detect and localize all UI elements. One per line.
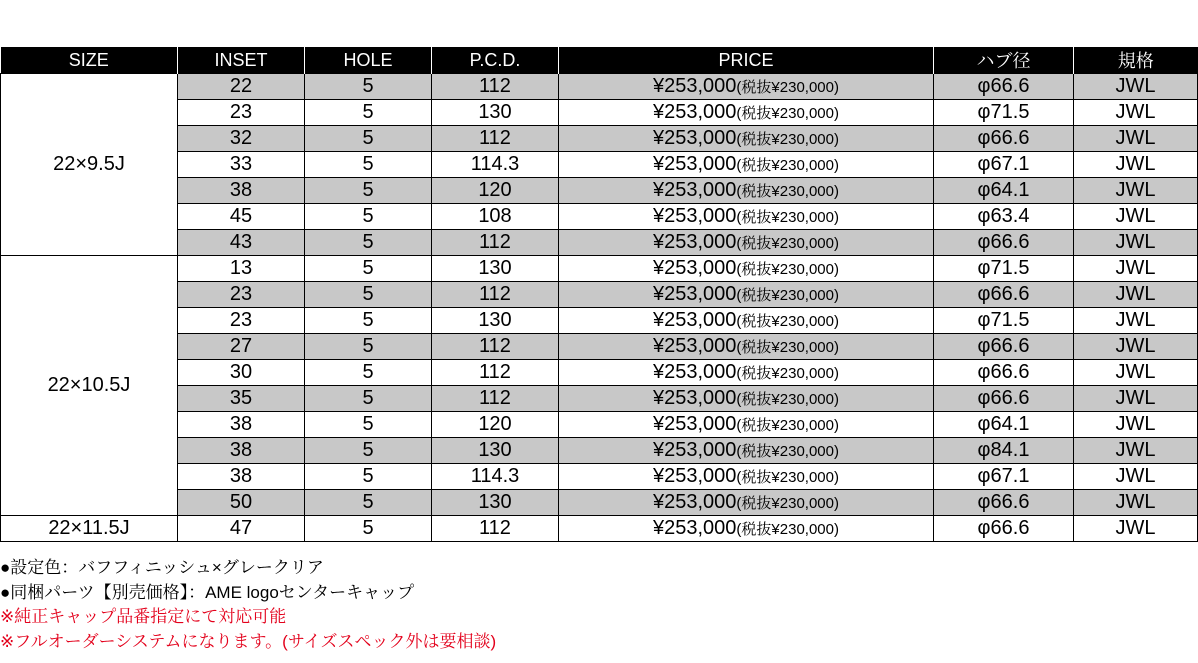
price-value: ¥253,000 <box>653 517 737 539</box>
inset-cell: 38 <box>178 438 305 464</box>
size-cell: 22×9.5J <box>1 74 178 256</box>
hub-cell: φ66.6 <box>934 282 1074 308</box>
price-cell <box>559 412 934 438</box>
standard-cell: JWL <box>1074 334 1198 360</box>
pcd-cell: 130 <box>432 308 559 334</box>
price-cell <box>559 282 934 308</box>
table-row <box>1 334 1198 360</box>
standard-cell: JWL <box>1074 126 1198 152</box>
price-cell <box>559 74 934 100</box>
inset-cell: 27 <box>178 334 305 360</box>
price-value: ¥253,000 <box>653 179 737 201</box>
price-tax-note: (税抜¥230,000) <box>736 131 839 148</box>
price-cell <box>559 464 934 490</box>
standard-cell: JWL <box>1074 490 1198 516</box>
pcd-cell: 130 <box>432 490 559 516</box>
inset-cell: 38 <box>178 412 305 438</box>
price-value: ¥253,000 <box>653 231 737 253</box>
table-row <box>1 308 1198 334</box>
price-value: ¥253,000 <box>653 361 737 383</box>
hole-cell: 5 <box>305 100 432 126</box>
standard-cell: JWL <box>1074 516 1198 542</box>
table-row <box>1 386 1198 412</box>
hole-cell: 5 <box>305 126 432 152</box>
price-tax-note: (税抜¥230,000) <box>736 469 839 486</box>
price-tax-note: (税抜¥230,000) <box>736 391 839 408</box>
pcd-cell: 112 <box>432 334 559 360</box>
price-tax-note: (税抜¥230,000) <box>736 417 839 434</box>
price-cell <box>559 360 934 386</box>
price-cell <box>559 256 934 282</box>
standard-cell: JWL <box>1074 438 1198 464</box>
standard-cell: JWL <box>1074 204 1198 230</box>
price-cell <box>559 204 934 230</box>
price-value: ¥253,000 <box>653 413 737 435</box>
pcd-cell: 114.3 <box>432 152 559 178</box>
price-tax-note: (税抜¥230,000) <box>736 365 839 382</box>
notes <box>0 556 496 654</box>
price-value: ¥253,000 <box>653 439 737 461</box>
note-full-order: ※フルオーダーシステムになります。(サイズスペック外は要相談) <box>0 631 497 651</box>
hub-cell: φ66.6 <box>934 516 1074 542</box>
inset-cell: 43 <box>178 230 305 256</box>
price-cell <box>559 438 934 464</box>
table-row <box>1 74 1198 100</box>
hub-cell: φ66.6 <box>934 74 1074 100</box>
standard-cell: JWL <box>1074 152 1198 178</box>
pcd-cell: 130 <box>432 100 559 126</box>
standard-cell: JWL <box>1074 360 1198 386</box>
price-cell <box>559 230 934 256</box>
size-cell: 22×11.5J <box>1 516 178 542</box>
pcd-cell: 112 <box>432 360 559 386</box>
header-inset: INSET <box>178 47 305 74</box>
hub-cell: φ71.5 <box>934 308 1074 334</box>
hole-cell: 5 <box>305 282 432 308</box>
price-value: ¥253,000 <box>653 465 737 487</box>
price-tax-note: (税抜¥230,000) <box>736 339 839 356</box>
pcd-cell: 112 <box>432 282 559 308</box>
standard-cell: JWL <box>1074 230 1198 256</box>
pcd-cell: 114.3 <box>432 464 559 490</box>
hub-cell: φ64.1 <box>934 178 1074 204</box>
hub-cell: φ66.6 <box>934 126 1074 152</box>
price-cell <box>559 386 934 412</box>
inset-cell: 23 <box>178 282 305 308</box>
price-tax-note: (税抜¥230,000) <box>736 495 839 512</box>
standard-cell: JWL <box>1074 74 1198 100</box>
table-row <box>1 282 1198 308</box>
hub-cell: φ66.6 <box>934 490 1074 516</box>
hole-cell: 5 <box>305 412 432 438</box>
hole-cell: 5 <box>305 204 432 230</box>
pcd-cell: 112 <box>432 74 559 100</box>
standard-cell: JWL <box>1074 308 1198 334</box>
price-tax-note: (税抜¥230,000) <box>736 183 839 200</box>
standard-cell: JWL <box>1074 464 1198 490</box>
table-row <box>1 230 1198 256</box>
price-value: ¥253,000 <box>653 283 737 305</box>
table-body <box>1 74 1198 542</box>
price-value: ¥253,000 <box>653 335 737 357</box>
wheel-spec-table <box>0 47 1198 542</box>
pcd-cell: 120 <box>432 178 559 204</box>
hole-cell: 5 <box>305 386 432 412</box>
standard-cell: JWL <box>1074 100 1198 126</box>
note-color: ●設定色：バフフィニッシュ×グレークリア <box>0 558 324 577</box>
hole-cell: 5 <box>305 490 432 516</box>
hole-cell: 5 <box>305 308 432 334</box>
price-value: ¥253,000 <box>653 257 737 279</box>
table-row <box>1 464 1198 490</box>
price-value: ¥253,000 <box>653 205 737 227</box>
header-size: SIZE <box>1 47 178 74</box>
price-tax-note: (税抜¥230,000) <box>736 105 839 122</box>
hole-cell: 5 <box>305 464 432 490</box>
hole-cell: 5 <box>305 178 432 204</box>
pcd-cell: 108 <box>432 204 559 230</box>
price-value: ¥253,000 <box>653 127 737 149</box>
hub-cell: φ63.4 <box>934 204 1074 230</box>
price-tax-note: (税抜¥230,000) <box>736 443 839 460</box>
table-row <box>1 412 1198 438</box>
hole-cell: 5 <box>305 334 432 360</box>
size-cell: 22×10.5J <box>1 256 178 516</box>
pcd-cell: 112 <box>432 516 559 542</box>
price-value: ¥253,000 <box>653 75 737 97</box>
price-value: ¥253,000 <box>653 101 737 123</box>
price-tax-note: (税抜¥230,000) <box>736 157 839 174</box>
price-tax-note: (税抜¥230,000) <box>736 79 839 96</box>
price-cell <box>559 178 934 204</box>
pcd-cell: 130 <box>432 256 559 282</box>
hub-cell: φ66.6 <box>934 230 1074 256</box>
hub-cell: φ67.1 <box>934 152 1074 178</box>
hub-cell: φ64.1 <box>934 412 1074 438</box>
price-tax-note: (税抜¥230,000) <box>736 287 839 304</box>
table-row <box>1 490 1198 516</box>
price-cell <box>559 516 934 542</box>
pcd-cell: 112 <box>432 126 559 152</box>
inset-cell: 35 <box>178 386 305 412</box>
header-hub: ハブ径 <box>934 47 1074 74</box>
price-value: ¥253,000 <box>653 387 737 409</box>
pcd-cell: 112 <box>432 230 559 256</box>
hole-cell: 5 <box>305 74 432 100</box>
table-row <box>1 152 1198 178</box>
header-row <box>1 47 1198 74</box>
standard-cell: JWL <box>1074 282 1198 308</box>
standard-cell: JWL <box>1074 256 1198 282</box>
hub-cell: φ67.1 <box>934 464 1074 490</box>
hub-cell: φ71.5 <box>934 256 1074 282</box>
price-tax-note: (税抜¥230,000) <box>736 261 839 278</box>
hub-cell: φ66.6 <box>934 360 1074 386</box>
hole-cell: 5 <box>305 516 432 542</box>
header-hole: HOLE <box>305 47 432 74</box>
inset-cell: 38 <box>178 464 305 490</box>
price-cell <box>559 334 934 360</box>
hub-cell: φ66.6 <box>934 386 1074 412</box>
table-row <box>1 438 1198 464</box>
table-row <box>1 126 1198 152</box>
price-tax-note: (税抜¥230,000) <box>736 521 839 538</box>
spec-table-container <box>0 47 1198 542</box>
inset-cell: 32 <box>178 126 305 152</box>
price-cell <box>559 490 934 516</box>
price-value: ¥253,000 <box>653 491 737 513</box>
inset-cell: 38 <box>178 178 305 204</box>
table-row <box>1 178 1198 204</box>
price-tax-note: (税抜¥230,000) <box>736 209 839 226</box>
note-cap: ※純正キャップ品番指定にて対応可能 <box>0 607 287 626</box>
inset-cell: 45 <box>178 204 305 230</box>
price-tax-note: (税抜¥230,000) <box>736 235 839 252</box>
table-row <box>1 360 1198 386</box>
pcd-cell: 120 <box>432 412 559 438</box>
inset-cell: 47 <box>178 516 305 542</box>
hub-cell: φ84.1 <box>934 438 1074 464</box>
standard-cell: JWL <box>1074 386 1198 412</box>
price-tax-note: (税抜¥230,000) <box>736 313 839 330</box>
hole-cell: 5 <box>305 438 432 464</box>
table-row <box>1 256 1198 282</box>
header-standard: 規格 <box>1074 47 1198 74</box>
pcd-cell: 130 <box>432 438 559 464</box>
inset-cell: 30 <box>178 360 305 386</box>
standard-cell: JWL <box>1074 412 1198 438</box>
standard-cell: JWL <box>1074 178 1198 204</box>
inset-cell: 22 <box>178 74 305 100</box>
header-pcd: P.C.D. <box>432 47 559 74</box>
price-cell <box>559 100 934 126</box>
hole-cell: 5 <box>305 256 432 282</box>
inset-cell: 50 <box>178 490 305 516</box>
inset-cell: 13 <box>178 256 305 282</box>
hole-cell: 5 <box>305 360 432 386</box>
hub-cell: φ71.5 <box>934 100 1074 126</box>
price-cell <box>559 152 934 178</box>
inset-cell: 33 <box>178 152 305 178</box>
inset-cell: 23 <box>178 100 305 126</box>
table-row <box>1 516 1198 542</box>
hole-cell: 5 <box>305 230 432 256</box>
pcd-cell: 112 <box>432 386 559 412</box>
price-value: ¥253,000 <box>653 309 737 331</box>
price-cell <box>559 308 934 334</box>
price-cell <box>559 126 934 152</box>
table-row <box>1 204 1198 230</box>
hole-cell: 5 <box>305 152 432 178</box>
hub-cell: φ66.6 <box>934 334 1074 360</box>
header-price: PRICE <box>559 47 934 74</box>
note-parts: ●同梱パーツ【別売価格】：AME logoセンターキャップ <box>0 582 415 602</box>
inset-cell: 23 <box>178 308 305 334</box>
table-row <box>1 100 1198 126</box>
price-value: ¥253,000 <box>653 153 737 175</box>
